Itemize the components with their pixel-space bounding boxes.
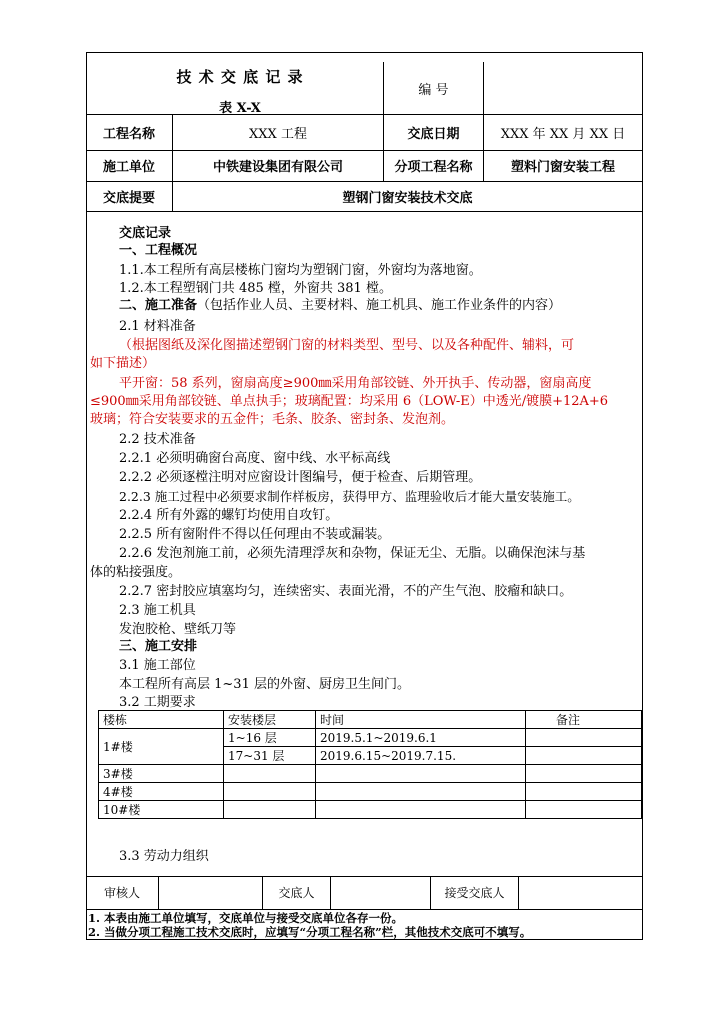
red-note: 如下描述） (90, 356, 156, 371)
time-cell: 2019.5.1~2019.6.1 (316, 729, 526, 747)
building-cell: 3#楼 (99, 765, 224, 783)
note-cell (526, 765, 642, 783)
divider (86, 211, 643, 212)
column-header: 时间 (316, 711, 526, 729)
floors-cell: 1~16 层 (224, 729, 316, 747)
paragraph: 2.2.7 密封胶应填塞均匀，连续密实、表面光滑，不的产生气泡、胶瘤和缺口。 (119, 584, 573, 599)
section-2-title: 二、施工准备 (119, 298, 198, 313)
subsection-title: 2.1 材料准备 (119, 319, 196, 334)
project-name-label: 工程名称 (102, 126, 155, 142)
time-cell (316, 801, 526, 819)
red-note: （根据图纸及深化图描述塑钢门窗的材料类型、型号、以及各种配件、辅料，可 (119, 338, 575, 353)
floors-cell (224, 765, 316, 783)
paragraph: 2.2.2 必须逐樘注明对应窗设计图编号，便于检查、后期管理。 (119, 470, 482, 485)
subsection-title: 3.1 施工部位 (119, 658, 196, 673)
note-cell (526, 729, 642, 747)
project-name-value[interactable]: XXX 工程 (249, 126, 307, 142)
note-cell (526, 747, 642, 765)
paragraph: 2.2.5 所有窗附件不得以任何理由不装或漏装。 (119, 527, 391, 542)
subsection-title: 3.2 工期要求 (119, 695, 196, 710)
number-value[interactable] (484, 62, 642, 114)
receiver-signature[interactable] (519, 876, 642, 909)
discloser-label: 交底人 (278, 886, 315, 900)
paragraph: 本工程所有高层 1~31 层的外窗、厨房卫生间门。 (119, 677, 410, 692)
building-cell: 1#楼 (99, 729, 224, 765)
red-note: 玻璃；符合安装要求的五金件；毛条、胶条、密封条、发泡剂。 (90, 412, 455, 427)
unit-label: 施工单位 (102, 160, 155, 175)
floors-cell (224, 801, 316, 819)
section-3-title: 三、施工安排 (119, 639, 198, 654)
column-header: 安装楼层 (224, 711, 316, 729)
paragraph: 1.1.本工程所有高层楼栋门窗均为塑钢门窗，外窗均为落地窗。 (119, 263, 482, 278)
date-value[interactable]: XXX 年 XX 月 XX 日 (500, 126, 626, 142)
receiver-label: 接受交底人 (444, 886, 505, 900)
table-header-row (99, 711, 642, 729)
red-note: 平开窗：58 系列，窗扇高度≥900㎜采用角部铰链、外开执手、传动器，窗扇高度 (119, 376, 592, 391)
subsection-title: 3.3 劳动力组织 (119, 849, 209, 864)
column-header: 楼栋 (99, 711, 224, 729)
column-header: 备注 (526, 711, 642, 729)
red-note: ≤900㎜采用角部铰链、单点执手；玻璃配置：均采用 6（LOW-E）中透光/镀膜+12A+6 (90, 394, 609, 409)
time-cell: 2019.6.15~2019.7.15. (316, 747, 526, 765)
footnote: 2. 当做分项工程施工技术交底时，应填写“分项工程名称”栏，其他技术交底可不填写。 (88, 925, 532, 939)
schedule-table (98, 710, 642, 819)
paragraph: 2.2.1 必须明确窗台高度、窗中线、水平标高线 (119, 451, 391, 466)
floors-cell: 17~31 层 (224, 747, 316, 765)
floors-cell (224, 783, 316, 801)
table-row (99, 783, 642, 801)
paragraph: 2.2.3 施工过程中必须要求制作样板房，获得甲方、监理验收后才能大量安装施工。 (119, 489, 580, 504)
paragraph: 1.2.本工程塑钢门共 485 樘，外窗共 381 樘。 (119, 281, 392, 296)
form-title: 技 术 交 底 记 录 (176, 68, 304, 86)
reviewer-label: 审核人 (103, 886, 140, 900)
discloser-signature[interactable] (331, 876, 430, 909)
sub-project-value[interactable]: 塑料门窗安装工程 (510, 160, 615, 175)
date-label: 交底日期 (407, 126, 460, 142)
subsection-title: 2.3 施工机具 (119, 603, 196, 618)
subsection-title: 2.2 技术准备 (119, 432, 196, 447)
building-cell: 4#楼 (99, 783, 224, 801)
table-row (99, 765, 642, 783)
summary-value[interactable]: 塑钢门窗安装技术交底 (342, 190, 473, 206)
building-cell: 10#楼 (99, 801, 224, 819)
number-label: 编 号 (418, 82, 449, 98)
sub-project-label: 分项工程名称 (394, 160, 473, 175)
paragraph: 发泡胶枪、壁纸刀等 (119, 622, 237, 637)
table-row (99, 801, 642, 819)
note-cell (526, 783, 642, 801)
reviewer-signature[interactable] (159, 876, 262, 909)
form-number-code: 表 X-X (219, 101, 261, 116)
table-row (99, 729, 642, 747)
section-2-note: （包括作业人员、主要材料、施工机具、施工作业条件的内容） (197, 298, 562, 313)
divider (86, 909, 643, 910)
paragraph: 体的粘接强度。 (90, 565, 182, 580)
summary-label: 交底提要 (102, 190, 155, 206)
paragraph: 2.2.6 发泡剂施工前，必须先清理浮灰和杂物，保证无尘、无脂。以确保泡沫与基 (119, 546, 586, 561)
note-cell (526, 801, 642, 819)
time-cell (316, 765, 526, 783)
footnote: 1. 本表由施工单位填写，交底单位与接受交底单位各存一份。 (88, 911, 404, 925)
section-1-title: 一、工程概况 (119, 243, 198, 258)
unit-value[interactable]: 中铁建设集团有限公司 (212, 160, 343, 175)
paragraph: 2.2.4 所有外露的螺钉均使用自攻钉。 (119, 508, 339, 523)
time-cell (316, 783, 526, 801)
record-title: 交底记录 (119, 226, 172, 241)
